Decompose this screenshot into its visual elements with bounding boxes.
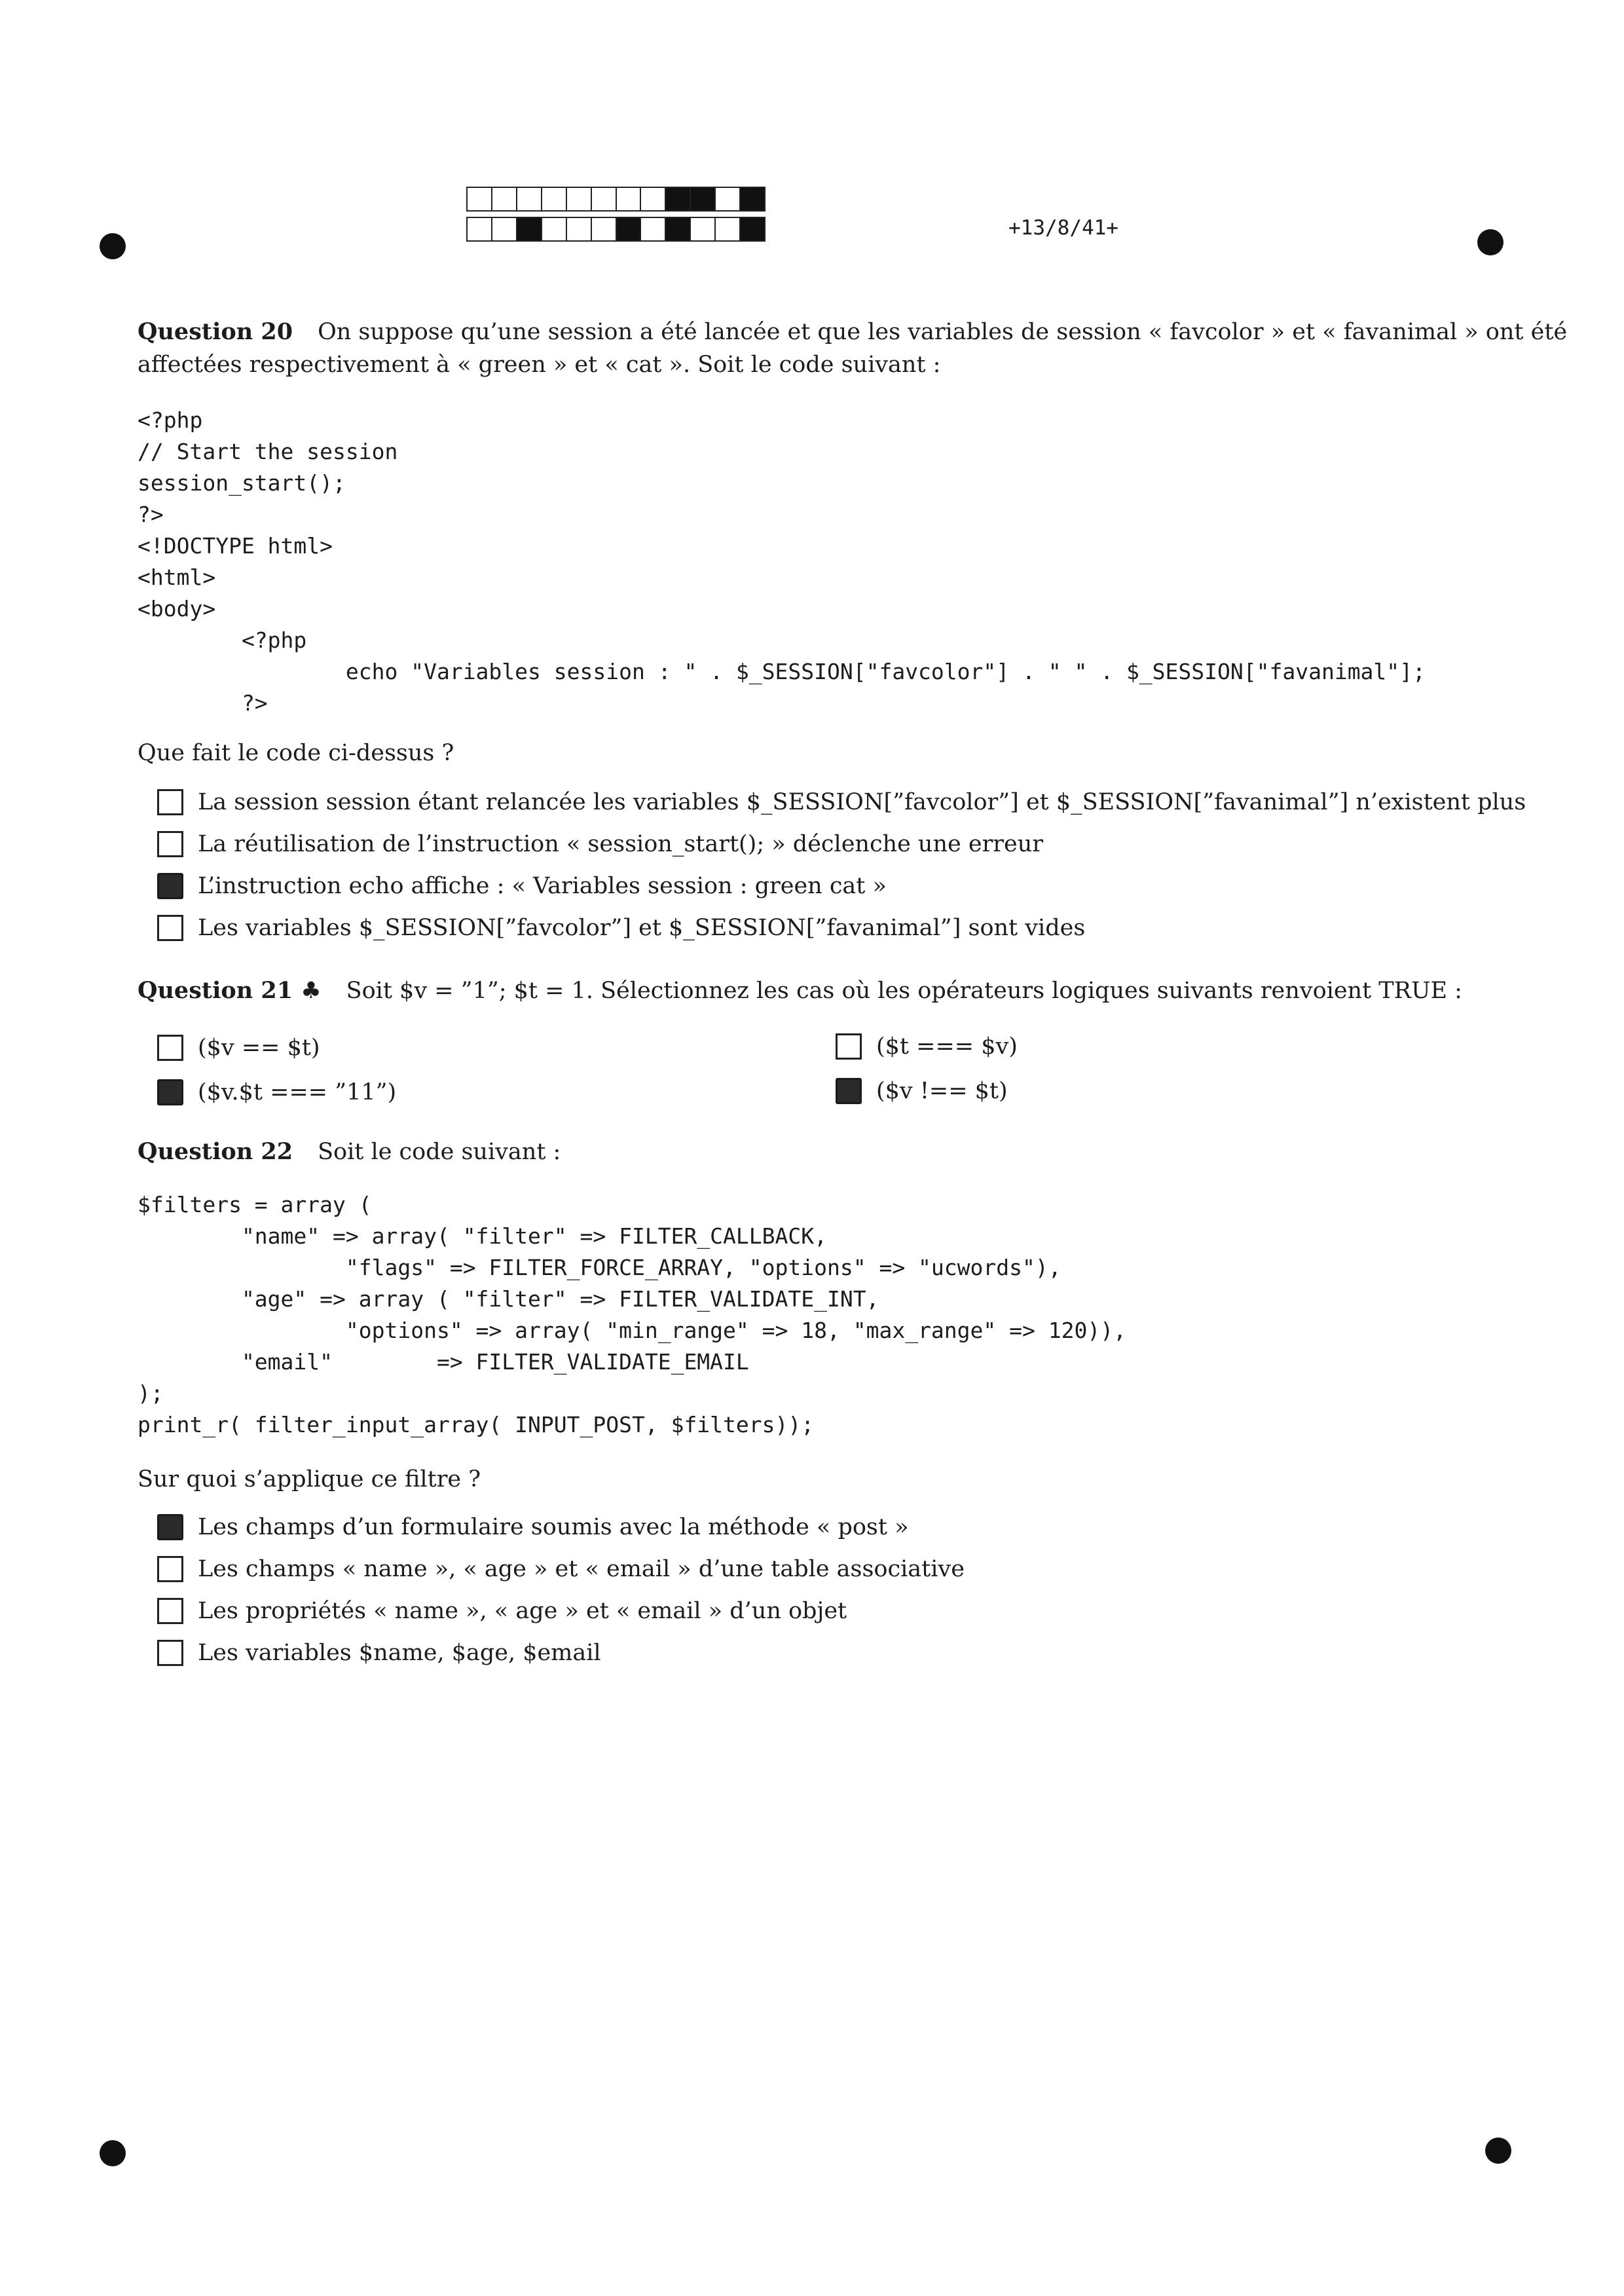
barcode-cell [541,187,567,212]
question-20-text-line1: On suppose qu’une session a été lancée et que les variables de session « favcolor » et « favanimal » ont été [318,319,1568,345]
checkbox-unchecked[interactable] [157,1598,183,1624]
code-line: ?> [138,502,164,527]
barcode-cell [739,187,766,212]
code-line: print_r( filter_input_array( INPUT_POST, $filters)); [138,1412,815,1437]
barcode-cell [566,187,592,212]
checkbox-unchecked[interactable] [157,1556,183,1582]
barcode-cell [739,217,766,242]
question-22-label: Question 22 [138,1138,293,1165]
barcode-cell [466,217,492,242]
question-22-text: Soit le code suivant : [318,1139,561,1165]
corner-mark-bottom-right [1485,2138,1511,2164]
code-line: session_start(); [138,470,346,496]
barcode-cell [640,217,666,242]
question-21-label: Question 21 ♣ [138,977,322,1004]
checkbox-checked[interactable] [157,1079,183,1105]
code-line: <html> [138,565,216,590]
answer-option[interactable] [157,1079,396,1105]
answer-option[interactable] [836,1033,1018,1060]
checkbox-checked[interactable] [836,1078,862,1104]
barcode-cell [616,217,642,242]
answer-label: Les variables $_SESSION[”favcolor”] et $_SESSION[”favanimal”] sont vides [198,915,1086,941]
answer-label: Les champs d’un formulaire soumis avec la méthode « post » [198,1514,909,1540]
checkbox-unchecked[interactable] [157,915,183,941]
code-line: "name" => array( "filter" => FILTER_CALLBACK, [138,1223,827,1249]
answer-option[interactable] [157,789,1526,815]
answer-option[interactable] [157,1514,909,1540]
checkbox-checked[interactable] [157,873,183,899]
question-22-stem [138,1136,561,1168]
code-line: ); [138,1380,164,1406]
answer-option[interactable] [157,1640,601,1666]
answer-label: La réutilisation de l’instruction « session_start(); » déclenche une erreur [198,831,1044,857]
barcode-cell [516,187,542,212]
question-22-prompt: Sur quoi s’applique ce filtre ? [138,1466,481,1492]
barcode-cell [665,217,691,242]
question-20-prompt: Que fait le code ci-dessus ? [138,740,454,766]
question-21-text: Soit $v = ”1”; $t = 1. Sélectionnez les cas où les opérateurs logiques suivants renvoient TRUE : [346,978,1462,1004]
code-line: <body> [138,596,216,621]
code-line: "email" => FILTER_VALIDATE_EMAIL [138,1349,749,1375]
answer-label: Les champs « name », « age » et « email » d’une table associative [198,1556,965,1582]
corner-mark-top-left [100,233,126,259]
barcode-cell [690,187,716,212]
barcode-cell [591,217,617,242]
barcode-cell [690,217,716,242]
page-identifier: +13/8/41+ [1008,216,1118,240]
checkbox-unchecked[interactable] [157,1640,183,1666]
code-line: $filters = array ( [138,1192,372,1217]
answer-option[interactable] [157,873,887,899]
barcode-cell [516,217,542,242]
code-line: echo "Variables session : " . $_SESSION["favcolor"] . " " . $_SESSION["favanimal"]; [138,659,1426,684]
barcode-cell [665,187,691,212]
answer-label: ($v.$t === ”11”) [198,1079,397,1105]
barcode-row-1 [466,187,764,212]
barcode-cell [714,217,741,242]
question-20-code-block [138,405,1426,719]
code-line: <?php [138,627,307,653]
question-20-stem [138,316,1567,348]
answer-option[interactable] [157,1035,320,1061]
code-line: "flags" => FILTER_FORCE_ARRAY, "options" => "ucwords"), [138,1255,1061,1280]
barcode-cell [491,217,517,242]
answer-option[interactable] [157,1598,847,1624]
question-22-code-block [138,1189,1126,1441]
code-line: ?> [138,690,268,716]
barcode-row-2 [466,217,764,242]
code-line: // Start the session [138,439,398,464]
barcode-cell [640,187,666,212]
answer-option[interactable] [157,915,1085,941]
answer-label: Les variables $name, $age, $email [198,1640,601,1666]
answer-label: ($v == $t) [198,1035,320,1061]
answer-option[interactable] [157,831,1043,857]
barcode-cell [616,187,642,212]
barcode-cell [714,187,741,212]
answer-label: L’instruction echo affiche : « Variables session : green cat » [198,873,887,899]
answer-option[interactable] [157,1556,965,1582]
answer-label: ($v !== $t) [876,1078,1008,1104]
checkbox-unchecked[interactable] [836,1033,862,1060]
checkbox-checked[interactable] [157,1514,183,1540]
answer-label: Les propriétés « name », « age » et « email » d’un objet [198,1598,847,1624]
barcode-cell [541,217,567,242]
corner-mark-top-right [1477,229,1504,255]
checkbox-unchecked[interactable] [157,789,183,815]
question-20-text-line2: affectées respectivement à « green » et « cat ». Soit le code suivant : [138,352,941,378]
checkbox-unchecked[interactable] [157,831,183,857]
question-21-stem [138,974,1462,1007]
question-20-label: Question 20 [138,318,293,345]
corner-mark-bottom-left [100,2140,126,2166]
code-line: <?php [138,407,203,433]
answer-option[interactable] [836,1078,1008,1104]
answer-label: ($t === $v) [876,1033,1018,1060]
code-line: "options" => array( "min_range" => 18, "max_range" => 120)), [138,1318,1126,1343]
barcode-cell [466,187,492,212]
code-line: <!DOCTYPE html> [138,533,333,559]
checkbox-unchecked[interactable] [157,1035,183,1061]
barcode-cell [566,217,592,242]
barcode-cell [591,187,617,212]
barcode-cell [491,187,517,212]
code-line: "age" => array ( "filter" => FILTER_VALIDATE_INT, [138,1286,879,1312]
answer-label: La session session étant relancée les variables $_SESSION[”favcolor”] et $_SESSION[”favanimal”] n’existent plus [198,789,1526,815]
